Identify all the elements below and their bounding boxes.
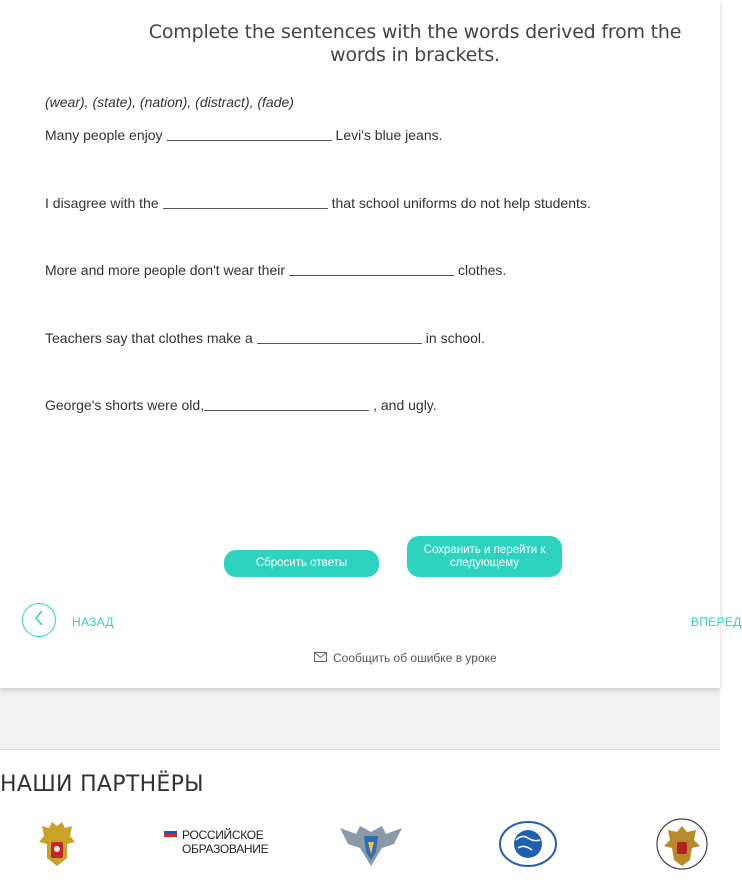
forward-link[interactable]: ВПЕРЕД	[691, 615, 742, 629]
answer-blank-2[interactable]	[163, 207, 328, 209]
answer-blank-5[interactable]	[204, 409, 369, 411]
sentence-text-after: that school uniforms do not help students.	[331, 195, 591, 211]
reset-answers-button[interactable]: Сбросить ответы	[224, 550, 379, 577]
sentence-text-before: I disagree with the	[45, 195, 159, 211]
answer-blank-4[interactable]	[257, 342, 422, 344]
sentence-text-after: , and ugly.	[373, 397, 437, 413]
back-button[interactable]	[22, 603, 56, 637]
partner-logo-government-emblem[interactable]	[37, 820, 77, 873]
sentence-text-before: George's shorts were old,	[45, 397, 205, 413]
back-link[interactable]: НАЗАД	[72, 615, 114, 629]
partners-title: НАШИ ПАРТНЁРЫ	[0, 772, 204, 797]
save-and-next-button[interactable]: Сохранить и перейти к следующему	[407, 536, 562, 577]
partner-logo-military-historical-society[interactable]	[654, 818, 710, 875]
word-hint: (wear), (state), (nation), (distract), (fade)	[45, 94, 294, 110]
chevron-left-icon	[33, 610, 45, 631]
sentence-4	[45, 330, 485, 346]
sentence-5	[45, 397, 437, 413]
logo-text-line2: ОБРАЗОВАНИЕ	[182, 842, 269, 856]
answer-blank-1[interactable]	[167, 139, 332, 141]
partner-logo-emblem-shield[interactable]	[338, 820, 404, 875]
sentence-2	[45, 195, 591, 211]
sentence-1	[45, 127, 443, 143]
sentence-3	[45, 262, 506, 278]
sentence-text-before: More and more people don't wear their	[45, 262, 286, 278]
sentence-text-after: clothes.	[458, 262, 507, 278]
sentence-text-before: Teachers say that clothes make a	[45, 330, 253, 346]
exercise-title: Complete the sentences with the words derived from the words in brackets.	[148, 21, 682, 66]
flag-icon	[164, 828, 177, 837]
sentence-text-before: Many people enjoy	[45, 127, 163, 143]
report-error-link[interactable]	[314, 651, 497, 665]
answer-blank-3[interactable]	[289, 274, 454, 276]
sentence-text-after: Levi's blue jeans.	[335, 127, 443, 143]
footer-band	[0, 688, 720, 750]
logo-text-line1: РОССИЙСКОЕ	[182, 828, 264, 842]
partner-logo-geographic-society[interactable]	[498, 820, 558, 873]
sentence-text-after: in school.	[425, 330, 485, 346]
report-error-label: Сообщить об ошибке в уроке	[333, 651, 497, 665]
partner-logo-russian-education[interactable]	[164, 828, 268, 856]
envelope-icon	[314, 651, 327, 665]
